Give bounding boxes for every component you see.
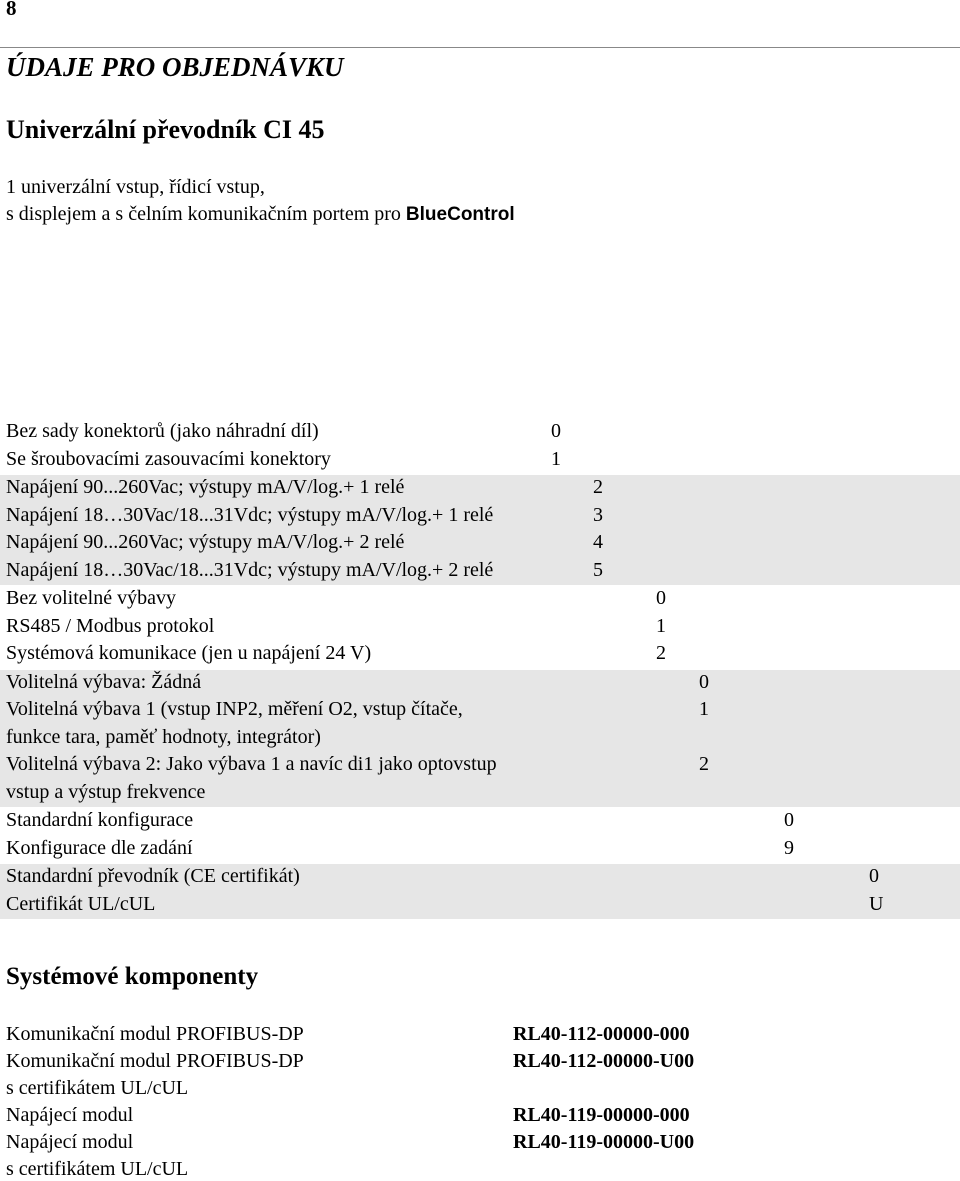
component-name: Napájecí modul	[6, 1104, 134, 1126]
order-row-label: Systémová komunikace (jen u napájení 24 V)	[6, 642, 372, 664]
order-row	[0, 836, 960, 864]
order-row-code: 9	[784, 836, 794, 859]
order-row-label: RS485 / Modbus protokol	[6, 614, 215, 637]
order-row-label: Standardní převodník (CE certifikát)	[6, 865, 300, 887]
order-row-label: vstup a výstup frekvence	[6, 780, 206, 803]
order-row-label: Napájení 90...260Vac; výstupy mA/V/log.+ 2 relé	[6, 531, 405, 553]
components-title: Systémové komponenty	[6, 963, 259, 990]
component-part-number: RL40-119-00000-U00	[513, 1131, 695, 1153]
order-row	[0, 863, 960, 892]
component-part-number: RL40-119-00000-000	[513, 1104, 690, 1126]
order-row	[0, 641, 960, 669]
order-row-label: Volitelná výbava 2: Jako výbava 1 a navíc di1 jako optovstup	[6, 753, 497, 775]
order-row	[0, 558, 960, 586]
description-line-2	[6, 203, 515, 226]
order-row-code: 0	[551, 420, 561, 442]
order-row-code: 2	[593, 476, 603, 498]
order-code-table	[0, 419, 960, 919]
order-row-label: funkce tara, paměť hodnoty, integrátor)	[6, 725, 321, 748]
order-row-code: 4	[593, 531, 603, 553]
order-row-code: 1	[699, 698, 709, 720]
order-row-code: 2	[699, 753, 709, 775]
component-note: s certifikátem UL/cUL	[6, 1158, 189, 1180]
component-note: s certifikátem UL/cUL	[6, 1077, 189, 1099]
component-name: Napájecí modul	[6, 1131, 134, 1153]
order-row-code: 1	[551, 447, 561, 470]
order-row	[0, 614, 960, 642]
order-row-label: Standardní konfigurace	[6, 809, 194, 831]
order-row-label: Volitelná výbava 1 (vstup INP2, měření O2, vstup čítače,	[6, 698, 463, 720]
order-row-code: 0	[699, 670, 709, 693]
description-line-1: 1 univerzální vstup, řídicí vstup,	[6, 176, 265, 198]
order-row	[0, 419, 960, 447]
order-row	[0, 530, 960, 558]
order-row-label: Bez volitelné výbavy	[6, 587, 176, 609]
product-title: Univerzální převodník CI 45	[6, 115, 325, 144]
order-row-code: 1	[656, 614, 666, 637]
order-row	[0, 807, 960, 836]
order-row	[0, 474, 960, 503]
component-part-number: RL40-112-00000-000	[513, 1023, 690, 1045]
order-row-code: 5	[593, 558, 603, 581]
order-row	[0, 503, 960, 531]
order-row-code: U	[869, 892, 884, 915]
component-name: Komunikační modul PROFIBUS-DP	[6, 1023, 304, 1045]
order-row	[0, 752, 960, 780]
component-name: Komunikační modul PROFIBUS-DP	[6, 1050, 304, 1072]
order-row	[0, 780, 960, 808]
bluecontrol-brand: BlueControl	[405, 204, 515, 225]
order-row	[0, 585, 960, 614]
order-row	[0, 892, 960, 920]
order-row-code: 2	[656, 642, 666, 664]
order-row-label: Bez sady konektorů (jako náhradní díl)	[6, 420, 319, 442]
order-row	[0, 447, 960, 475]
order-row	[0, 697, 960, 725]
description-line-2-text: s displejem a s čelním komunikačním portem pro	[6, 203, 406, 225]
order-row-code: 3	[593, 503, 603, 526]
header-divider	[0, 47, 960, 48]
order-row-label: Certifikát UL/cUL	[6, 892, 156, 915]
order-row	[0, 669, 960, 698]
order-row-label: Napájení 18…30Vac/18...31Vdc; výstupy mA/V/log.+ 2 relé	[6, 558, 494, 581]
order-row-label: Volitelná výbava: Žádná	[6, 670, 202, 693]
order-row-label: Napájení 90...260Vac; výstupy mA/V/log.+ 1 relé	[6, 476, 405, 498]
page-number: 8	[6, 0, 17, 20]
order-row-label: Konfigurace dle zadání	[6, 836, 193, 859]
order-row-code: 0	[656, 587, 666, 609]
order-row	[0, 725, 960, 753]
component-part-number: RL40-112-00000-U00	[513, 1050, 695, 1072]
order-row-label: Se šroubovacími zasouvacími konektory	[6, 447, 331, 470]
order-row-code: 0	[784, 809, 794, 831]
section-title: ÚDAJE PRO OBJEDNÁVKU	[6, 52, 344, 82]
order-row-label: Napájení 18…30Vac/18...31Vdc; výstupy mA/V/log.+ 1 relé	[6, 503, 494, 526]
order-row-code: 0	[869, 865, 879, 887]
